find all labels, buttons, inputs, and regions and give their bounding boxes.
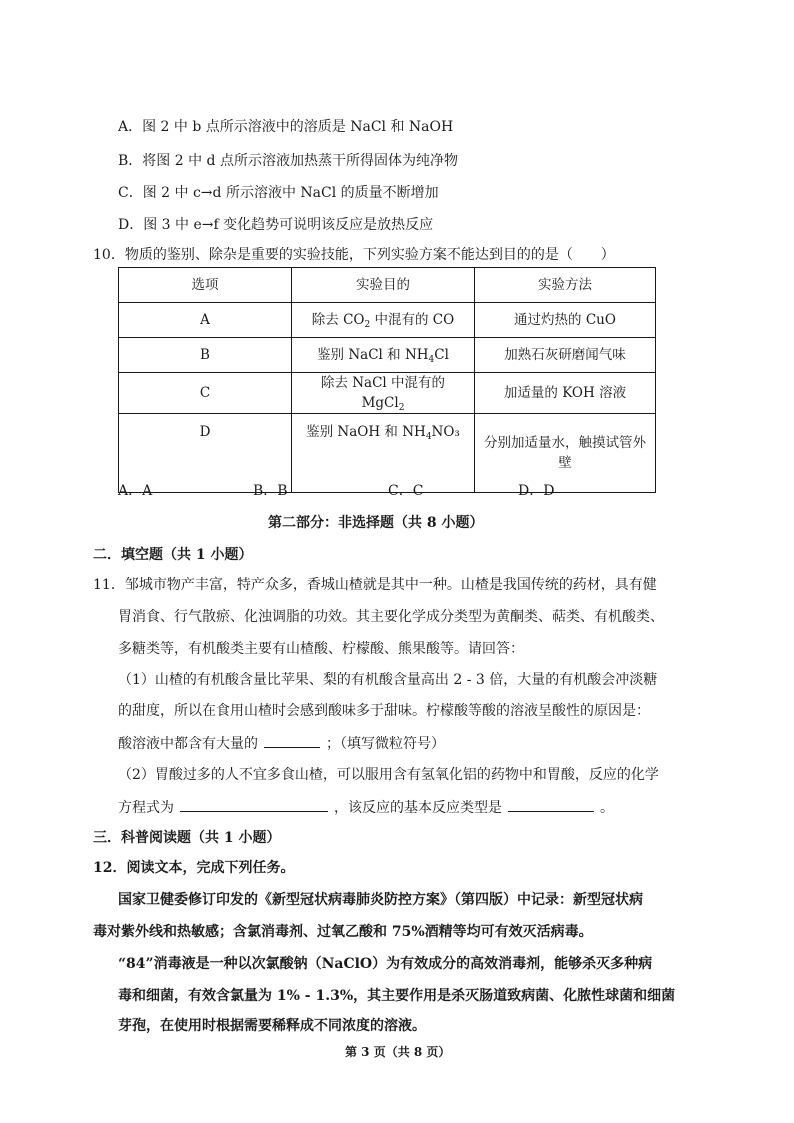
q11-intro-line3: 多糖类等，有机酸类主要有山楂酸、柠檬酸、熊果酸等。请回答： (118, 641, 524, 657)
q12-para2-line2: 毒和细菌，有效含氯量为 1% - 1.3%，其主要作用是杀灭肠道致病菌、化脓性球菌和细菌 (118, 988, 676, 1004)
q11-intro-line2: 胃消食、行气散瘀、化浊调脂的功效。其主要化学成分类型为黄酮类、萜类、有机酸类、 (118, 609, 664, 625)
cell-method: 通过灼热的 CuO (475, 303, 656, 338)
cell-method: 分别加适量水，触摸试管外壁 (475, 414, 656, 493)
table-row (119, 303, 656, 338)
cell-purpose: 除去 NaCl 中混有的 MgCl$_2$ (292, 373, 475, 414)
q11-p2-line1: （2）胃酸过多的人不宜多食山楂，可以服用含有氢氧化铝的药物中和胃酸，反应的化学 (118, 767, 659, 783)
q11-p1-line1: （1）山楂的有机酸含量比苹果、梨的有机酸含量高出 2 - 3 倍，大量的有机酸会冲淡糖 (118, 672, 658, 688)
q10-answer-d: D．D (518, 483, 555, 499)
cell-purpose: 鉴别 NaOH 和 $NH_4NO_3$ (292, 414, 475, 493)
q10-answer-c: C．C (388, 483, 424, 499)
cell-method: 加熟石灰研磨闻气味 (475, 338, 656, 373)
q11-p2-end: 。 (600, 800, 614, 816)
q9-option-c: C．图 2 中 c→d 所示溶液中 NaCl 的质量不断增加 (118, 185, 439, 201)
q11-p2-line2 (118, 797, 614, 818)
q9-option-d: D．图 3 中 e→f 变化趋势可说明该反应是放热反应 (118, 217, 434, 233)
q10-table (118, 267, 656, 493)
cell-method: 加适量的 KOH 溶液 (475, 373, 656, 414)
answer-blank-reaction-type[interactable] (508, 797, 594, 812)
section3-title: 三．科普阅读题（共 1 小题） (93, 830, 281, 846)
q10-stem: 10．物质的鉴别、除杂是重要的实验技能，下列实验方案不能达到目的的是（ ） (93, 247, 615, 263)
table-header-row (119, 268, 656, 303)
part2-title: 第二部分：非选择题（共 8 小题） (268, 515, 484, 531)
cell-purpose: 鉴别 NaCl 和 $NH_4Cl$ (292, 338, 475, 373)
q11-p2-prefix: 方程式为 (118, 800, 174, 816)
page-footer: 第 3 页（共 8 页） (345, 1045, 451, 1059)
cell-option: B (119, 338, 292, 373)
section2-title: 二．填空题（共 1 小题） (93, 547, 253, 563)
q10-answer-options (118, 481, 554, 501)
q10-answer-b: B．B (253, 483, 288, 499)
cell-option: C (119, 373, 292, 414)
q11-intro-line1: 11．邹城市物产丰富，特产众多，香城山楂就是其中一种。山楂是我国传统的药材，具有健 (93, 577, 657, 593)
header-purpose: 实验目的 (292, 268, 475, 303)
header-option: 选项 (119, 268, 292, 303)
q11-p1-line3 (118, 733, 445, 754)
table-row (119, 338, 656, 373)
q9-option-a: A．图 2 中 b 点所示溶液中的溶质是 NaCl 和 NaOH (118, 119, 454, 135)
q9-option-b: B．将图 2 中 d 点所示溶液加热蒸干所得固体为纯净物 (118, 153, 458, 169)
cell-option: A (119, 303, 292, 338)
answer-blank-equation[interactable] (180, 797, 328, 812)
answer-blank-particle[interactable] (264, 733, 320, 748)
q12-para2-line3: 芽孢，在使用时根据需要稀释成不同浓度的溶液。 (118, 1018, 426, 1034)
table-row (119, 373, 656, 414)
cell-purpose: 除去 $CO_2$ 中混有的 CO (292, 303, 475, 338)
q11-p1-line2: 的甜度，所以在食用山楂时会感到酸味多于甜味。柠檬酸等酸的溶液呈酸性的原因是： (118, 703, 650, 719)
q11-p1-blank-suffix: ；（填写微粒符号） (326, 736, 445, 752)
q12-para2-line1: “84”消毒液是一种以次氯酸钠（NaClO）为有效成分的高效消毒剂，能够杀灭多种病 (118, 956, 653, 972)
header-method: 实验方法 (475, 268, 656, 303)
q11-p1-blank-prefix: 酸溶液中都含有大量的 (118, 736, 258, 752)
q11-p2-middle: ，该反应的基本反应类型是 (334, 800, 502, 816)
q10-answer-a: A．A (118, 483, 153, 499)
q12-para1-line1: 国家卫健委修订印发的《新型冠状病毒肺炎防控方案》（第四版）中记录：新型冠状病 (118, 892, 643, 908)
q12-stem: 12．阅读文本，完成下列任务。 (93, 860, 295, 876)
q12-para1-line2: 毒对紫外线和热敏感；含氯消毒剂、过氧乙酸和 75%酒精等均可有效灭活病毒。 (93, 924, 593, 940)
cell-option: D (119, 414, 292, 493)
